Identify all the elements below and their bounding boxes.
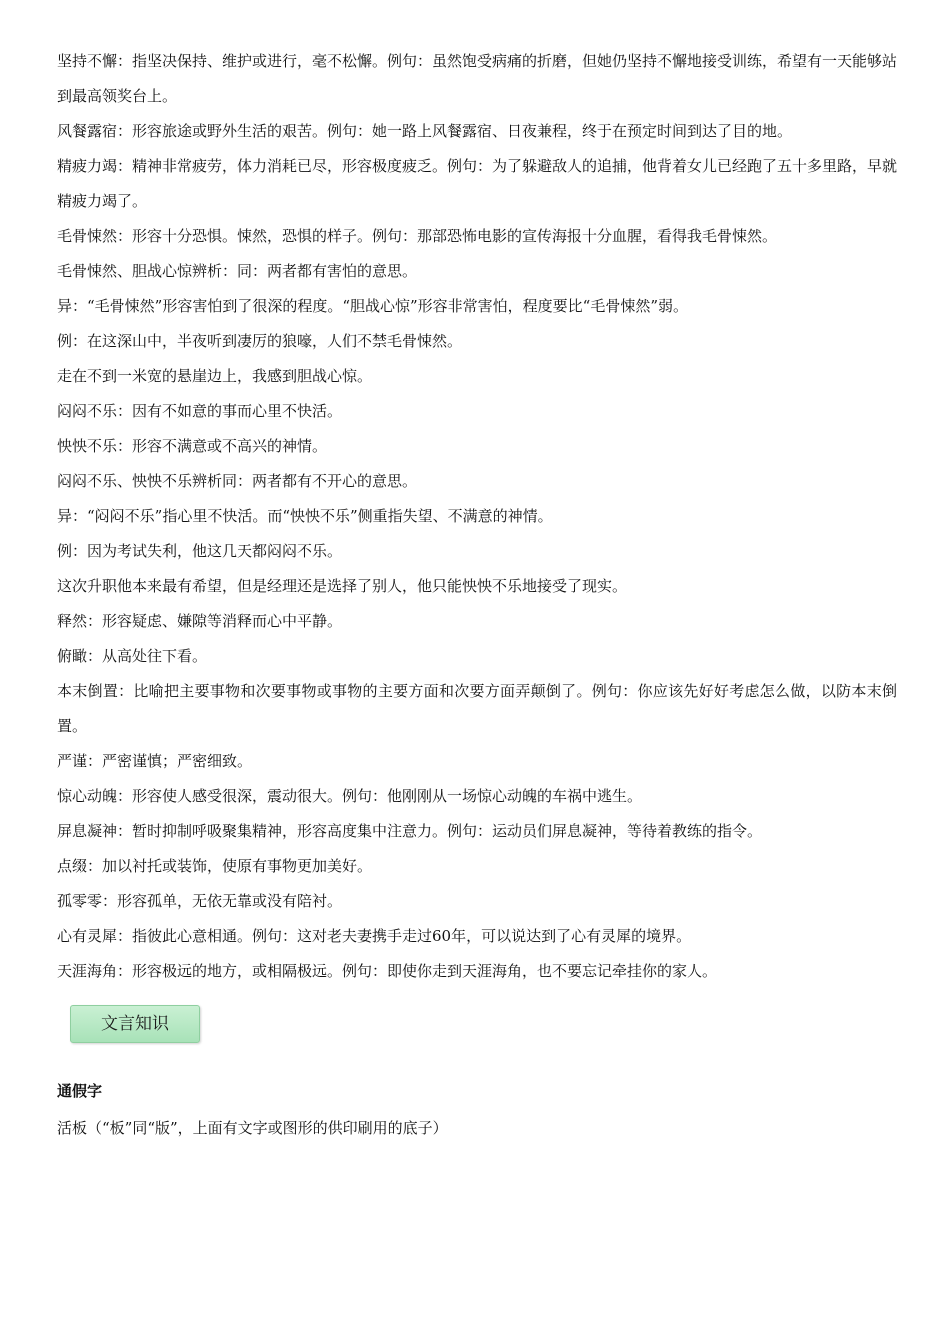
idiom-entry: 风餐露宿：形容旅途或野外生活的艰苦。例句：她一路上风餐露宿、日夜兼程，终于在预定时间到达了目的地。 <box>57 122 793 140</box>
idiom-entry: 严谨：严密谨慎；严密细致。 <box>57 752 253 770</box>
idiom-entry: 怏怏不乐：形容不满意或不高兴的神情。 <box>57 437 328 455</box>
comparison-entry: 异：“毛骨悚然”形容害怕到了很深的程度。“胆战心惊”形容非常害怕，程度要比“毛骨悚然”弱。 <box>57 297 689 315</box>
idiom-entry: 心有灵犀：指彼此心意相通。例句：这对老夫妻携手走过60年，可以说达到了心有灵犀的境界。 <box>57 927 692 945</box>
idiom-entry: 本末倒置：比喻把主要事物和次要事物或事物的主要方面和次要方面弄颠倒了。例句：你应该先好好考虑怎么做，以防本末倒置。 <box>57 682 897 735</box>
idiom-entry: 孤零零：形容孤单，无依无靠或没有陪衬。 <box>57 892 343 910</box>
document-body <box>57 44 897 1146</box>
idiom-entry: 惊心动魄：形容使人感受很深，震动很大。例句：他刚刚从一场惊心动魄的车祸中逃生。 <box>57 787 643 805</box>
comparison-entry: 异：“闷闷不乐”指心里不快活。而“怏怏不乐”侧重指失望、不满意的神情。 <box>57 507 553 525</box>
comparison-entry: 毛骨悚然、胆战心惊辨析：同：两者都有害怕的意思。 <box>57 262 418 280</box>
idiom-entry: 屏息凝神：暂时抑制呼吸聚集精神，形容高度集中注意力。例句：运动员们屏息凝神，等待着教练的指令。 <box>57 822 763 840</box>
idiom-entry: 毛骨悚然：形容十分恐惧。悚然，恐惧的样子。例句：那部恐怖电影的宣传海报十分血腥，看得我毛骨悚然。 <box>57 227 778 245</box>
idiom-entry: 天涯海角：形容极远的地方，或相隔极远。例句：即使你走到天涯海角，也不要忘记牵挂你的家人。 <box>57 962 718 980</box>
idiom-entry: 释然：形容疑虑、嫌隙等消释而心中平静。 <box>57 612 343 630</box>
tongjiazi-entry: 活板（“板”同“版”，上面有文字或图形的供印刷用的底子） <box>57 1119 448 1137</box>
idiom-entry: 坚持不懈：指坚决保持、维护或进行，毫不松懈。例句：虽然饱受病痛的折磨，但她仍坚持不懈地接受训练，希望有一天能够站到最高领奖台上。 <box>57 52 898 105</box>
comparison-entry: 闷闷不乐、怏怏不乐辨析同：两者都有不开心的意思。 <box>57 472 418 490</box>
idiom-entry: 俯瞰：从高处往下看。 <box>57 647 208 665</box>
example-sentence: 例：因为考试失利，他这几天都闷闷不乐。 <box>57 542 343 560</box>
example-sentence: 走在不到一米宽的悬崖边上，我感到胆战心惊。 <box>57 367 373 385</box>
classical-chinese-section-button[interactable]: 文言知识 <box>70 1005 200 1043</box>
tongjiazi-heading: 通假字 <box>57 1082 103 1100</box>
idiom-entry: 闷闷不乐：因有不如意的事而心里不快活。 <box>57 402 343 420</box>
example-sentence: 例：在这深山中，半夜听到凄厉的狼嚎，人们不禁毛骨悚然。 <box>57 332 463 350</box>
idiom-entry: 精疲力竭：精神非常疲劳，体力消耗已尽，形容极度疲乏。例句：为了躲避敌人的追捕，他背着女儿已经跑了五十多里路，早就精疲力竭了。 <box>57 157 898 210</box>
example-sentence: 这次升职他本来最有希望，但是经理还是选择了别人，他只能怏怏不乐地接受了现实。 <box>57 577 628 595</box>
idiom-entry: 点缀：加以衬托或装饰，使原有事物更加美好。 <box>57 857 373 875</box>
